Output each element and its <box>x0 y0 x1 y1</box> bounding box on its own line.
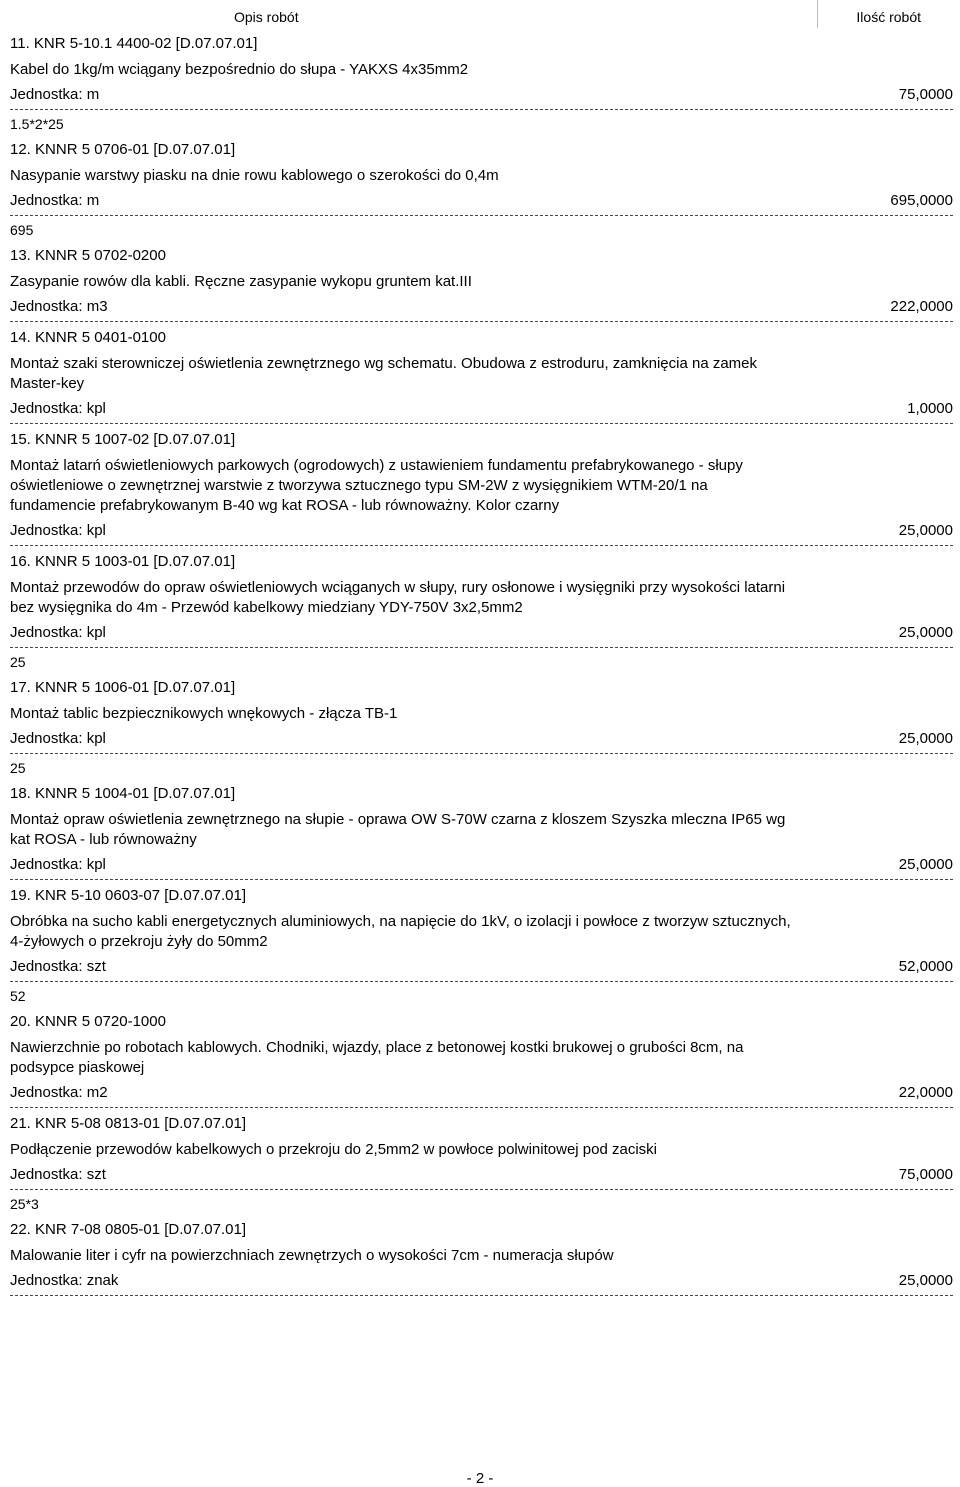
item-quantity: 52,0000 <box>898 958 953 975</box>
item-unit: Jednostka: m3 <box>10 298 108 315</box>
item-quantity: 25,0000 <box>898 856 953 873</box>
column-header-description: Opis robót <box>234 9 299 25</box>
item-code: 16. KNNR 5 1003-01 [D.07.07.01] <box>10 553 236 570</box>
column-header-quantity: Ilość robót <box>856 9 921 25</box>
item-unit: Jednostka: znak <box>10 1272 119 1289</box>
description-line: Montaż szaki sterowniczej oświetlenia zewnętrznego wg schematu. Obudowa z estroduru, zamknięcia na zamek <box>10 355 758 372</box>
description-line: 4-żyłowych o przekroju żyły do 50mm2 <box>10 933 268 950</box>
item-code: 18. KNNR 5 1004-01 [D.07.07.01] <box>10 785 236 802</box>
item-description <box>10 1140 953 1160</box>
description-line: Montaż opraw oświetlenia zewnętrznego na słupie - oprawa OW S-70W czarna z kloszem Szyszka mleczna IP65 wg <box>10 811 786 828</box>
work-item <box>10 328 953 424</box>
dashed-separator <box>10 423 953 424</box>
work-item <box>10 552 953 672</box>
item-unit: Jednostka: kpl <box>10 730 106 747</box>
item-unit: Jednostka: kpl <box>10 522 106 539</box>
item-code: 21. KNR 5-08 0813-01 [D.07.07.01] <box>10 1115 246 1132</box>
item-quantity: 25,0000 <box>898 624 953 641</box>
item-code: 19. KNR 5-10 0603-07 [D.07.07.01] <box>10 887 246 904</box>
item-quantity: 25,0000 <box>898 1272 953 1289</box>
item-code: 13. KNNR 5 0702-0200 <box>10 247 166 264</box>
unit-row <box>10 521 953 541</box>
unit-row <box>10 85 953 105</box>
dashed-separator <box>10 879 953 880</box>
item-description <box>10 704 953 724</box>
item-code: 15. KNNR 5 1007-02 [D.07.07.01] <box>10 431 236 448</box>
work-item <box>10 678 953 778</box>
item-unit: Jednostka: kpl <box>10 856 106 873</box>
work-item <box>10 1012 953 1108</box>
description-line: fundamencie prefabrykowanym B-40 wg kat ROSA - lub równoważny. Kolor czarny <box>10 497 560 514</box>
item-description <box>10 810 953 850</box>
work-item <box>10 430 953 546</box>
item-quantity: 695,0000 <box>890 192 953 209</box>
item-description <box>10 272 953 292</box>
description-line: bez wysięgnika do 4m - Przewód kabelkowy miedziany YDY-750V 3x2,5mm2 <box>10 599 523 616</box>
column-divider <box>817 0 818 28</box>
description-line: Podłączenie przewodów kabelkowych o przekroju do 2,5mm2 w powłoce polwinitowej pod zaciski <box>10 1141 657 1158</box>
item-quantity: 75,0000 <box>898 86 953 103</box>
description-line: Malowanie liter i cyfr na powierzchniach zewnętrzych o wysokości 7cm - numeracja słupów <box>10 1247 614 1264</box>
item-quantity: 25,0000 <box>898 522 953 539</box>
item-code: 22. KNR 7-08 0805-01 [D.07.07.01] <box>10 1221 246 1238</box>
item-code: 14. KNNR 5 0401-0100 <box>10 329 166 346</box>
description-line: Montaż tablic bezpiecznikowych wnękowych - złącza TB-1 <box>10 705 398 722</box>
work-item <box>10 140 953 240</box>
description-line: oświetleniowe o zewnętrznej warstwie z tworzywa sztucznego typu SM-2W z wysięgnikiem WTM-20/1 na <box>10 477 708 494</box>
item-description <box>10 354 953 394</box>
work-item <box>10 784 953 880</box>
item-code: 20. KNNR 5 0720-1000 <box>10 1013 166 1030</box>
work-item <box>10 34 953 134</box>
dashed-separator <box>10 109 953 110</box>
item-code: 12. KNNR 5 0706-01 [D.07.07.01] <box>10 141 236 158</box>
document-page <box>10 0 953 1296</box>
dashed-separator <box>10 647 953 648</box>
item-description <box>10 166 953 186</box>
dashed-separator <box>10 321 953 322</box>
item-description <box>10 912 953 952</box>
item-code: 17. KNNR 5 1006-01 [D.07.07.01] <box>10 679 236 696</box>
item-quantity: 75,0000 <box>898 1166 953 1183</box>
dashed-separator <box>10 1107 953 1108</box>
quantity-calculation: 695 <box>10 222 34 238</box>
item-quantity: 1,0000 <box>907 400 953 417</box>
description-line: Nawierzchnie po robotach kablowych. Chodniki, wjazdy, place z betonowej kostki brukowej o grubości 8cm, na <box>10 1039 744 1056</box>
unit-row <box>10 297 953 317</box>
work-items-list <box>10 34 953 1296</box>
description-line: Montaż przewodów do opraw oświetleniowych wciąganych w słupy, rury osłonowe i wysięgniki przy wysokości latarni <box>10 579 786 596</box>
unit-row <box>10 1165 953 1185</box>
unit-row <box>10 191 953 211</box>
dashed-separator <box>10 215 953 216</box>
unit-row <box>10 1083 953 1103</box>
description-line: Master-key <box>10 375 85 392</box>
quantity-calculation: 52 <box>10 988 26 1004</box>
item-unit: Jednostka: m <box>10 86 100 103</box>
unit-row <box>10 623 953 643</box>
item-description <box>10 578 953 618</box>
quantity-calculation: 25 <box>10 654 26 670</box>
dashed-separator <box>10 981 953 982</box>
description-line: Kabel do 1kg/m wciągany bezpośrednio do słupa - YAKXS 4x35mm2 <box>10 61 469 78</box>
work-item <box>10 1220 953 1296</box>
work-item <box>10 886 953 1006</box>
page-number: - 2 - <box>466 1470 494 1487</box>
item-description <box>10 1038 953 1078</box>
item-unit: Jednostka: szt <box>10 1166 106 1183</box>
description-line: Zasypanie rowów dla kabli. Ręczne zasypanie wykopu gruntem kat.III <box>10 273 472 290</box>
item-unit: Jednostka: m2 <box>10 1084 108 1101</box>
item-unit: Jednostka: m <box>10 192 100 209</box>
description-line: kat ROSA - lub równoważny <box>10 831 197 848</box>
work-item <box>10 246 953 322</box>
item-quantity: 22,0000 <box>898 1084 953 1101</box>
item-quantity: 222,0000 <box>890 298 953 315</box>
dashed-separator <box>10 545 953 546</box>
unit-row <box>10 855 953 875</box>
item-code: 11. KNR 5-10.1 4400-02 [D.07.07.01] <box>10 35 258 52</box>
quantity-calculation: 25 <box>10 760 26 776</box>
table-header <box>10 0 953 28</box>
item-quantity: 25,0000 <box>898 730 953 747</box>
dashed-separator <box>10 1295 953 1296</box>
item-description <box>10 1246 953 1266</box>
item-description <box>10 456 953 516</box>
work-item <box>10 1114 953 1214</box>
description-line: podsypce piaskowej <box>10 1059 145 1076</box>
description-line: Montaż latarń oświetleniowych parkowych (ogrodowych) z ustawieniem fundamentu prefabrykowanego - słupy <box>10 457 743 474</box>
dashed-separator <box>10 753 953 754</box>
item-description <box>10 60 953 80</box>
dashed-separator <box>10 1189 953 1190</box>
unit-row <box>10 729 953 749</box>
description-line: Obróbka na sucho kabli energetycznych aluminiowych, na napięcie do 1kV, o izolacji i powłoce z tworzyw sztucznych, <box>10 913 791 930</box>
description-line: Nasypanie warstwy piasku na dnie rowu kablowego o szerokości do 0,4m <box>10 167 499 184</box>
item-unit: Jednostka: szt <box>10 958 106 975</box>
item-unit: Jednostka: kpl <box>10 400 106 417</box>
quantity-calculation: 1.5*2*25 <box>10 116 64 132</box>
unit-row <box>10 1271 953 1291</box>
quantity-calculation: 25*3 <box>10 1196 39 1212</box>
unit-row <box>10 957 953 977</box>
item-unit: Jednostka: kpl <box>10 624 106 641</box>
unit-row <box>10 399 953 419</box>
